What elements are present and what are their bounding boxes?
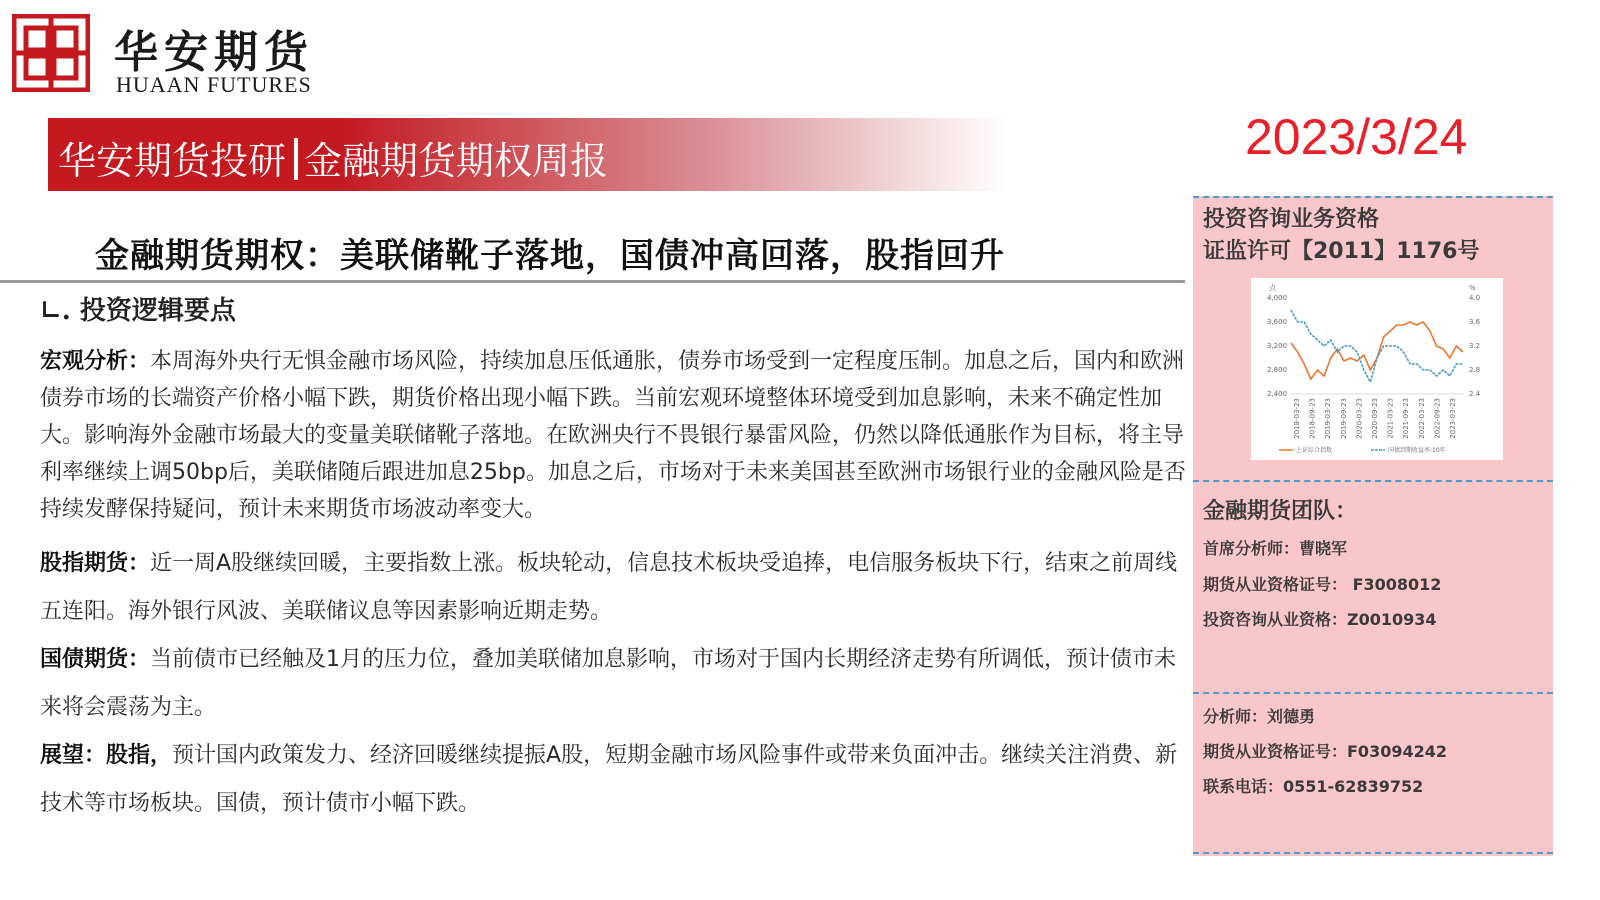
x-axis-tick: 2020-09-23 bbox=[1371, 398, 1379, 439]
report-title: 金融期货期权：美联储靴子落地，国债冲高回落，股指回升 bbox=[95, 236, 1005, 276]
x-axis-tick: 2022-09-23 bbox=[1433, 398, 1442, 439]
left-axis-tick: 4,000 bbox=[1266, 294, 1287, 302]
series-line-0 bbox=[1291, 322, 1463, 379]
sidebar-divider-middle bbox=[1193, 480, 1553, 482]
x-axis-tick: 2019-09-23 bbox=[1339, 398, 1348, 439]
main-content bbox=[40, 343, 1190, 828]
left-axis-tick: 2,400 bbox=[1266, 390, 1287, 398]
right-axis-tick: 3.2 bbox=[1469, 342, 1481, 350]
analyst2-phone: 联系电话：0551-62839752 bbox=[1203, 777, 1424, 796]
team-heading: 金融期货团队： bbox=[1203, 499, 1358, 524]
outlook-bold-text: 股指， bbox=[106, 743, 173, 768]
left-axis-tick: 3,200 bbox=[1266, 342, 1287, 350]
macro-text: 本周海外央行无惧金融市场风险，持续加息压低通胀，债券市场受到一定程度压制。加息之后，国内和欧洲债券市场的长端资产价格小幅下跌，期货价格出现小幅下跌。当前宏观环境整体环境受到加息影响，未来不确定性加大。影响海外金融市场最大的变量美联储靴子落地。在欧洲央行不畏银行暴雷风险，仍然以降低通胀作为目标，将主导利率继续上调50bp后，美联储随后跟进加息25bp。加息之后，市场对于未来美国甚至欧洲市场银行业的金融风险是否持续发酵保持疑问，预计未来期货市场波动率变大。 bbox=[40, 349, 1186, 522]
right-axis-unit: % bbox=[1469, 284, 1476, 292]
equity-paragraph bbox=[40, 540, 1190, 636]
x-axis-tick: 2019-03-23 bbox=[1324, 398, 1333, 439]
bond-label: 国债期货： bbox=[40, 647, 151, 672]
right-axis-tick: 2.8 bbox=[1469, 366, 1481, 374]
banner-text bbox=[58, 130, 608, 185]
macro-paragraph bbox=[40, 343, 1190, 528]
qualification-license: 证监许可【2011】1176号 bbox=[1203, 239, 1480, 264]
outlook-paragraph bbox=[40, 732, 1190, 828]
section-heading: ∟. 投资逻辑要点 bbox=[40, 296, 236, 326]
x-axis-tick: 2021-09-23 bbox=[1402, 398, 1411, 439]
title-divider bbox=[0, 280, 1185, 283]
banner-left-text: 华安期货投研 bbox=[58, 139, 287, 183]
company-seal-icon bbox=[12, 14, 90, 92]
legend-label-0: 上证综合指数 bbox=[1296, 447, 1333, 454]
legend-label-1: 国债到期收益率:10年 bbox=[1388, 447, 1446, 454]
right-axis-tick: 4.0 bbox=[1469, 294, 1481, 302]
market-chart bbox=[1251, 278, 1503, 460]
analyst1-advisory: 投资咨询从业资格：Z0010934 bbox=[1203, 610, 1437, 629]
bond-text: 当前债市已经触及1月的压力位，叠加美联储加息影响，市场对于国内长期经济走势有所调低，预计债市未来将会震荡为主。 bbox=[40, 647, 1177, 720]
company-logo bbox=[12, 10, 322, 95]
equity-label: 股指期货： bbox=[40, 551, 151, 576]
sidebar-divider-bottom bbox=[1193, 852, 1553, 854]
report-date: 2023/3/24 bbox=[1245, 109, 1468, 165]
x-axis-tick: 2020-03-23 bbox=[1355, 398, 1364, 439]
left-axis-unit: 点 bbox=[1269, 284, 1276, 292]
x-axis-tick: 2022-03-23 bbox=[1417, 398, 1426, 439]
analyst1-role: 首席分析师：曹晓军 bbox=[1203, 539, 1348, 558]
outlook-text: 预计国内政策发力、经济回暖继续提振A股，短期金融市场风险事件或带来负面冲击。继续关注消费、新技术等市场板块。国债，预计债市小幅下跌。 bbox=[40, 743, 1178, 816]
x-axis-tick: 2021-03-23 bbox=[1386, 398, 1395, 439]
bond-paragraph bbox=[40, 636, 1190, 732]
qualification-title: 投资咨询业务资格 bbox=[1203, 207, 1380, 232]
macro-label: 宏观分析： bbox=[40, 349, 151, 374]
banner-divider bbox=[294, 138, 298, 180]
report-banner bbox=[48, 118, 1008, 191]
right-axis-tick: 2.4 bbox=[1469, 390, 1481, 398]
outlook-label: 展望： bbox=[40, 743, 107, 768]
sidebar-divider-top bbox=[1193, 196, 1553, 198]
left-axis-tick: 3,600 bbox=[1266, 318, 1287, 326]
brand-name-en: HUAAN FUTURES bbox=[116, 72, 312, 97]
analyst2-cert: 期货从业资格证号：F03094242 bbox=[1203, 742, 1447, 761]
analyst2-role: 分析师：刘德勇 bbox=[1203, 707, 1316, 726]
analyst1-cert: 期货从业资格证号： F3008012 bbox=[1203, 575, 1442, 594]
left-axis-tick: 2,800 bbox=[1266, 366, 1287, 374]
banner-right-text: 金融期货期权周报 bbox=[304, 139, 609, 183]
sidebar-panel bbox=[1193, 196, 1553, 856]
brand-name-cn: 华安期货 bbox=[114, 27, 314, 78]
x-axis-tick: 2018-03-23 bbox=[1293, 398, 1301, 439]
right-axis-tick: 3.6 bbox=[1469, 318, 1481, 326]
x-axis-tick: 2023-03-23 bbox=[1449, 398, 1457, 439]
equity-text: 近一周A股继续回暖，主要指数上涨。板块轮动，信息技术板块受追捧，电信服务板块下行，结束之前周线五连阳。海外银行风波、美联储议息等因素影响近期走势。 bbox=[40, 551, 1178, 624]
x-axis-tick: 2018-09-23 bbox=[1308, 398, 1317, 439]
line-chart bbox=[1251, 278, 1503, 460]
sidebar-divider-lower bbox=[1193, 692, 1553, 694]
